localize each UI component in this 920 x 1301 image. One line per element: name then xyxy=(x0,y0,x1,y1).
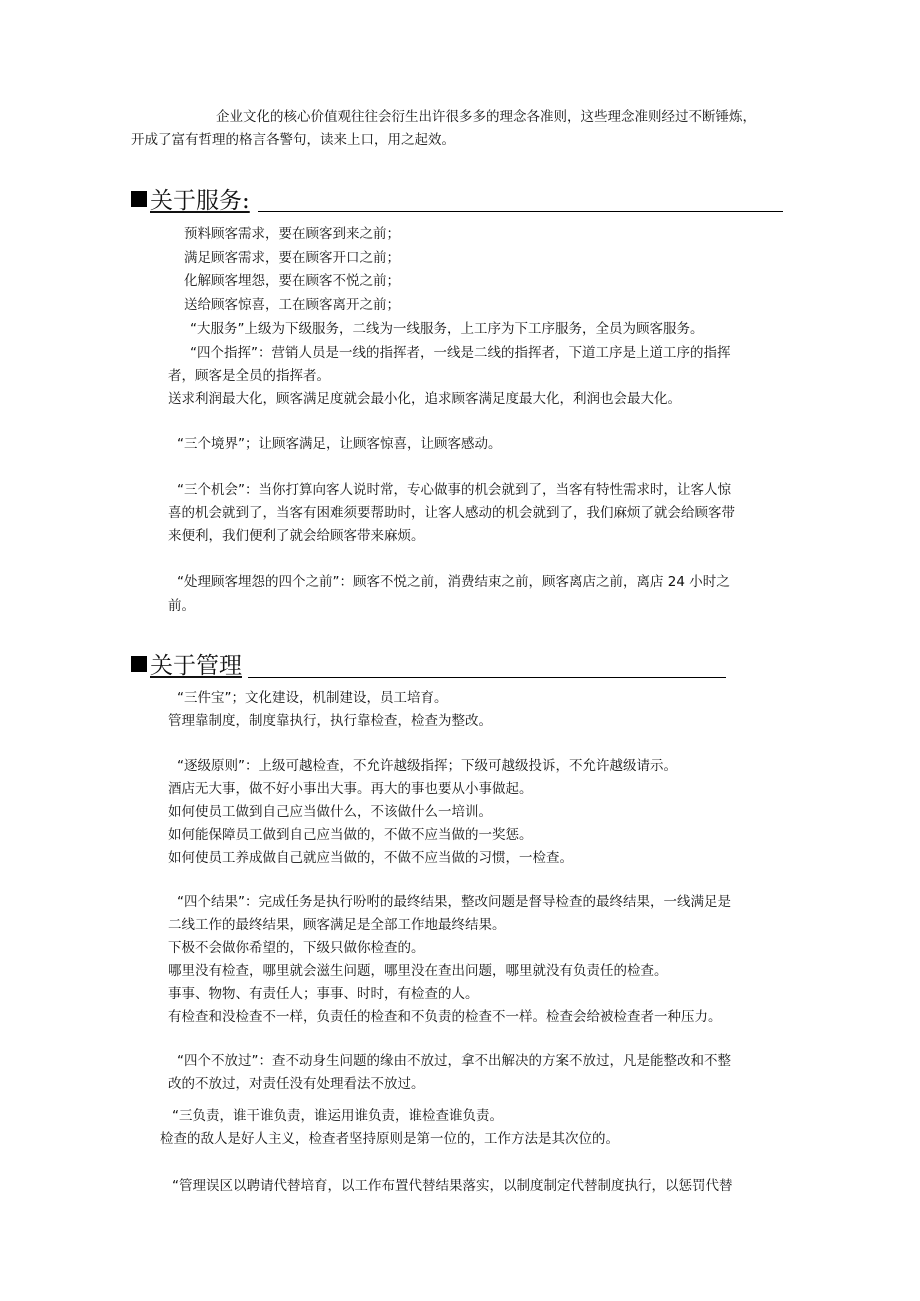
management-line-11: 哪里没有检查，哪里就会滋生问题，哪里没在查出问题，哪里就没有负责任的检查。 xyxy=(168,963,668,979)
management-line-4: 酒店无大事，做不好小事出大事。再大的事也要从小事做起。 xyxy=(168,781,533,797)
heading-underline-management xyxy=(248,677,726,678)
management-line-7: 如何使员工养成做自己就应当做的，不做不应当做的习惯，一检查。 xyxy=(168,850,573,866)
management-line-5: 如何使员工做到自己应当做什么，不该做什么一培训。 xyxy=(168,804,492,820)
service-line-1: 预料顾客需求，要在顾客到来之前； xyxy=(184,226,400,242)
management-line-8: “四个结果”：完成任务是执行吩咐的最终结果，整改问题是督导检查的最终结果，一线满足是 xyxy=(177,894,731,910)
service-line-13: “处理顾客埋怨的四个之前”：顾客不悦之前，消费结束之前，顾客离店之前，离店 24 小时之 xyxy=(177,574,730,590)
management-line-18: “管理误区以聘请代替培育，以工作布置代替结果落实，以制度制定代替制度执行，以惩罚代替 xyxy=(172,1178,733,1194)
service-line-8: 送求利润最大化，顾客满足度就会最小化，追求顾客满足度最大化，利润也会最大化。 xyxy=(168,391,681,407)
service-line-6: “四个指挥”：营销人员是一线的指挥者，一线是二线的指挥者，下道工序是上道工序的指挥 xyxy=(190,345,731,361)
black-square-icon xyxy=(131,656,147,672)
service-line-11: 喜的机会就到了，当客有困难须要帮助时，让客人感动的机会就到了，我们麻烦了就会给顾客带 xyxy=(168,505,735,521)
service-line-3: 化解顾客埋怨，要在顾客不悦之前； xyxy=(184,273,400,289)
intro-line-1: 企业文化的核心价值观往往会衍生出许很多多的理念各准则，这些理念准则经过不断锤炼， xyxy=(216,109,756,125)
section-heading-service xyxy=(131,186,250,216)
service-line-14: 前。 xyxy=(168,598,195,614)
management-line-2: 管理靠制度，制度靠执行，执行靠检查，检查为整改。 xyxy=(168,713,492,729)
service-line-5: “大服务”上级为下级服务，二线为一线服务，上工序为下工序服务，全员为顾客服务。 xyxy=(190,321,704,337)
service-line-4: 送给顾客惊喜，工在顾客离开之前； xyxy=(184,297,400,313)
management-line-14: “四个不放过”：查不动身生问题的缘由不放过，拿不出解决的方案不放过，凡是能整改和不整 xyxy=(177,1053,731,1069)
service-line-2: 满足顾客需求，要在顾客开口之前； xyxy=(184,250,400,266)
management-line-6: 如何能保障员工做到自己应当做的，不做不应当做的一奖惩。 xyxy=(168,827,533,843)
heading-underline-service xyxy=(258,211,783,212)
service-line-12: 来便利，我们便利了就会给顾客带来麻烦。 xyxy=(168,528,425,544)
management-line-9: 二线工作的最终结果，顾客满足是全部工作地最终结果。 xyxy=(168,917,506,933)
section-title-service: 关于服务: xyxy=(150,188,250,214)
section-heading-management xyxy=(131,651,242,681)
management-line-1: “三件宝”；文化建设，机制建设，员工培育。 xyxy=(177,690,448,706)
intro-line-2: 开成了富有哲理的格言各警句，读来上口，用之起效。 xyxy=(131,132,455,148)
management-line-17: 检查的敌人是好人主义，检查者坚持原则是第一位的，工作方法是其次位的。 xyxy=(160,1131,619,1147)
management-line-3: “逐级原则”：上级可越检查，不允许越级指挥；下级可越级投诉，不允许越级请示。 xyxy=(177,758,677,774)
section-title-management: 关于管理 xyxy=(150,653,242,679)
management-line-13: 有检查和没检查不一样，负责任的检查和不负责的检查不一样。检查会给被检查者一种压力。 xyxy=(168,1009,722,1025)
service-line-9: “三个境界”；让顾客满足，让顾客惊喜，让顾客感动。 xyxy=(177,436,502,452)
service-line-10: “三个机会”：当你打算向客人说时常，专心做事的机会就到了，当客有特性需求时，让客人惊 xyxy=(177,482,731,498)
service-line-7: 者，顾客是全员的指挥者。 xyxy=(168,368,330,384)
management-line-12: 事事、物物、有责任人；事事、时时，有检查的人。 xyxy=(168,986,479,1002)
management-line-16: “三负责，谁干谁负责，谁运用谁负责，谁检查谁负责。 xyxy=(172,1108,503,1124)
black-square-icon xyxy=(131,191,147,207)
management-line-15: 改的不放过，对责任没有处理看法不放过。 xyxy=(168,1076,425,1092)
management-line-10: 下极不会做你希望的，下级只做你检查的。 xyxy=(168,940,425,956)
